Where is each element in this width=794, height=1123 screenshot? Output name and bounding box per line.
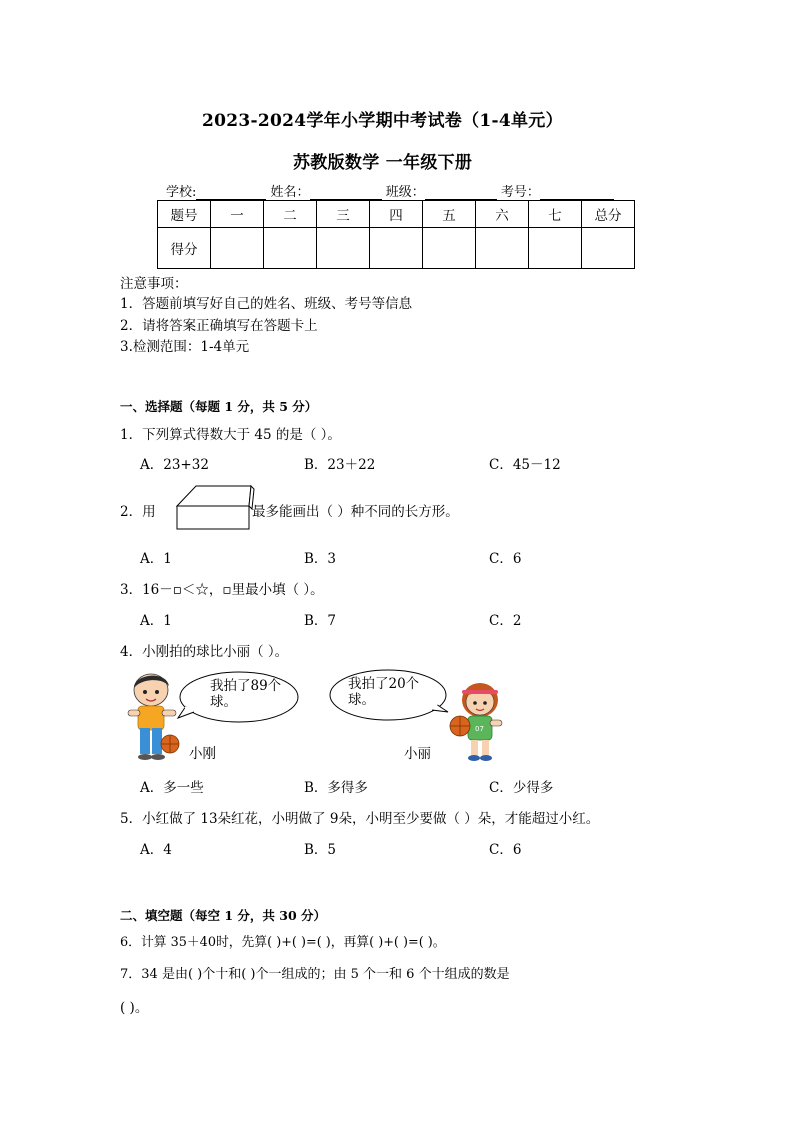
question-6: 6．计算 35＋40时，先算( )+( )=( )，再算( )+( )=( )。 xyxy=(120,935,446,950)
score-table-score-row xyxy=(158,228,635,269)
score-input[interactable] xyxy=(264,228,317,269)
cuboid-figure xyxy=(170,484,256,532)
q3-option-c[interactable]: C．2 xyxy=(489,613,522,629)
score-cell-6: 六 xyxy=(476,201,529,228)
class-label: 班级： xyxy=(385,185,425,200)
question-5-stem: 5．小红做了 13朵红花，小明做了 9朵，小明至少要做（ ）朵，才能超过小红。 xyxy=(120,811,600,827)
name-label: 姓名： xyxy=(270,185,310,200)
section2-heading: 二、填空题（每空 1 分，共 30 分） xyxy=(120,908,327,923)
q2-option-c[interactable]: C．6 xyxy=(489,551,522,567)
score-input[interactable] xyxy=(370,228,423,269)
q1-option-c[interactable]: C．45－12 xyxy=(489,457,561,473)
school-field[interactable] xyxy=(196,185,266,200)
score-row-label: 得分 xyxy=(158,228,211,269)
label-xiaogang: 小刚 xyxy=(189,746,216,762)
q2-option-a[interactable]: A．1 xyxy=(140,551,172,567)
note-item: 1．答题前填写好自己的姓名、班级、考号等信息 xyxy=(120,296,413,312)
score-cell-label: 题号 xyxy=(158,201,211,228)
exam-title: 2023-2024学年小学期中考试卷（1-4单元） xyxy=(202,111,563,131)
score-cell-5: 五 xyxy=(423,201,476,228)
school-label: 学校: xyxy=(166,185,197,200)
score-input[interactable] xyxy=(476,228,529,269)
question-7-line1: 7．34 是由( )个十和( )个一组成的；由 5 个一和 6 个十组成的数是 xyxy=(120,967,510,982)
q1-option-b[interactable]: B．23＋22 xyxy=(304,457,376,473)
score-input[interactable] xyxy=(582,228,635,269)
exam-subtitle: 苏教版数学 一年级下册 xyxy=(293,153,473,173)
q5-option-c[interactable]: C．6 xyxy=(489,842,522,858)
q5-option-a[interactable]: A．4 xyxy=(140,842,172,858)
section1-heading: 一、选择题（每题 1 分，共 5 分） xyxy=(120,399,318,414)
q4-option-b[interactable]: B．多得多 xyxy=(304,780,368,796)
notes-heading: 注意事项： xyxy=(120,276,188,292)
score-cell-7: 七 xyxy=(529,201,582,228)
score-cell-total: 总分 xyxy=(582,201,635,228)
q1-option-a[interactable]: A．23+32 xyxy=(140,457,209,473)
name-field[interactable] xyxy=(310,185,382,200)
girl-illustration xyxy=(446,680,510,762)
score-cell-1: 一 xyxy=(211,201,264,228)
exam-no-field[interactable] xyxy=(540,185,614,200)
question-3-stem: 3．16－▫＜☆，▫里最小填（ ）。 xyxy=(120,582,324,598)
score-table-header-row xyxy=(158,201,635,228)
score-cell-2: 二 xyxy=(264,201,317,228)
exam-no-label: 考号： xyxy=(500,185,540,200)
speech-bubble-boy-text: 我拍了89个球。 xyxy=(210,678,282,710)
score-table xyxy=(157,200,635,269)
q5-option-b[interactable]: B．5 xyxy=(304,842,337,858)
score-input[interactable] xyxy=(211,228,264,269)
q3-option-b[interactable]: B．7 xyxy=(304,613,337,629)
girl-jersey-number: 07 xyxy=(475,725,484,733)
score-cell-4: 四 xyxy=(370,201,423,228)
score-input[interactable] xyxy=(423,228,476,269)
question-2-prefix: 2．用 xyxy=(120,504,156,520)
q3-option-a[interactable]: A．1 xyxy=(140,613,172,629)
question-1-stem: 1．下列算式得数大于 45 的是（ ）。 xyxy=(120,427,341,443)
note-item: 2．请将答案正确填写在答题卡上 xyxy=(120,318,318,334)
score-cell-3: 三 xyxy=(317,201,370,228)
q4-option-c[interactable]: C．少得多 xyxy=(489,780,554,796)
q2-option-b[interactable]: B．3 xyxy=(304,551,337,567)
label-xiaoli: 小丽 xyxy=(404,746,431,762)
question-7-line2: ( )。 xyxy=(120,1000,149,1016)
question-2-suffix: 最多能画出（ ）种不同的长方形。 xyxy=(252,504,459,520)
q4-option-a[interactable]: A．多一些 xyxy=(140,780,204,796)
speech-bubble-girl-text: 我拍了20个球。 xyxy=(348,676,420,708)
student-info-line xyxy=(166,181,614,200)
score-input[interactable] xyxy=(317,228,370,269)
score-input[interactable] xyxy=(529,228,582,269)
note-item: 3.检测范围：1-4单元 xyxy=(120,339,250,355)
class-field[interactable] xyxy=(425,185,497,200)
question-4-stem: 4．小刚拍的球比小丽（ ）。 xyxy=(120,644,289,660)
